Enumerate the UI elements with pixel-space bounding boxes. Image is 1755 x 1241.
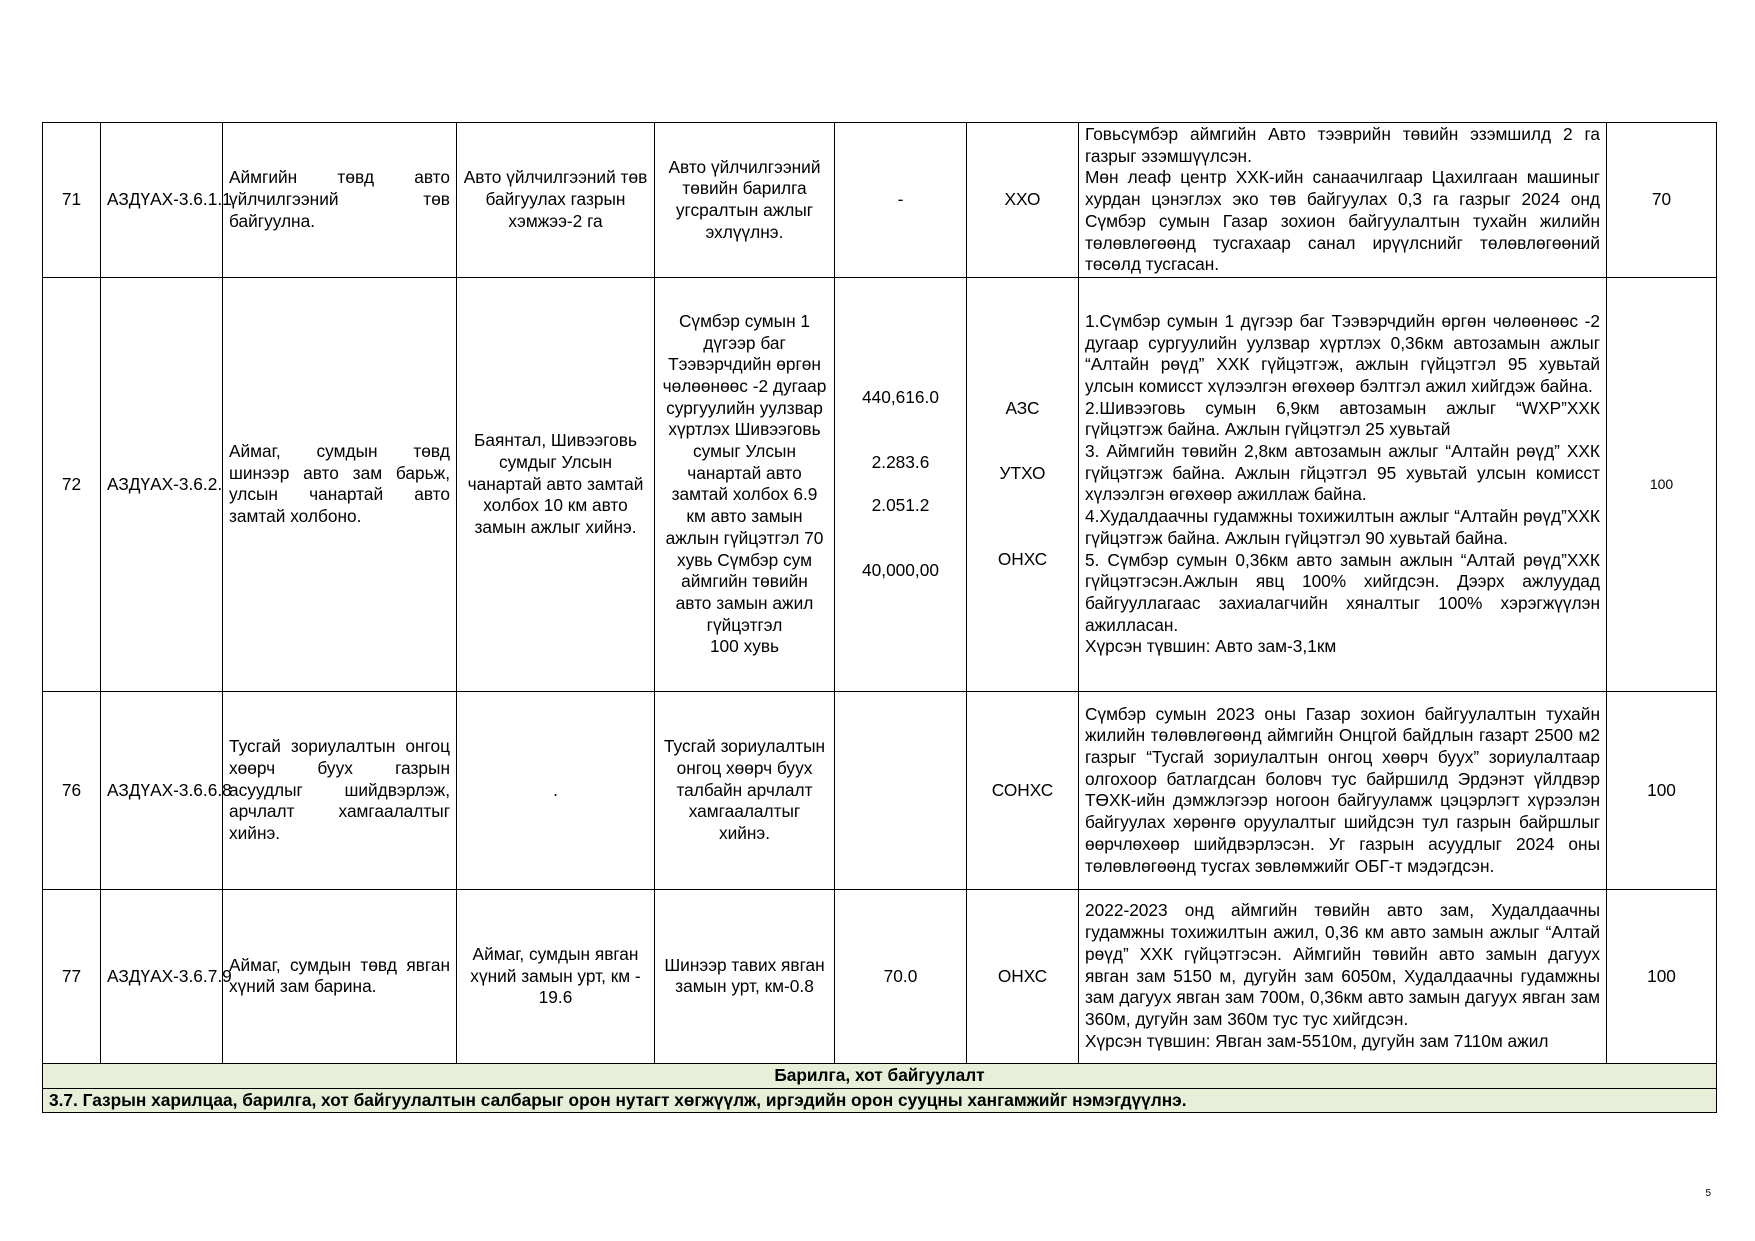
row-number: 76: [43, 691, 101, 889]
row-responsible: [967, 277, 1079, 691]
section-title: Барилга, хот байгуулалт: [43, 1063, 1717, 1088]
row-objective: Аймаг, сумдын төвд явган хүний зам барина.: [223, 889, 457, 1063]
budget-value: 2.051.2: [871, 495, 930, 516]
row-action: Сүмбэр сумын 1 дүгээр баг Тээвэрчдийн өргөн чөлөөнөөс -2 дугаар сургуулийн уулзвар хүртлэх Шивээговь сумыг Улсын чанартай авто замтай холбох 6.9 км авто замын ажлын гүйцэтгэл 70 хувь Сүмбэр сум аймгийн төвийн авто замын ажил гүйцэтгэл 100 хувь: [655, 277, 835, 691]
row-report: 2022-2023 онд аймгийн төвийн авто зам, Худалдаачны гудамжны тохижилтын ажил, 0,36 км авто замын ажлыг “Алтай рөүд” ХХК гүйцэтгэсэн. Аймгийн төвийн авто замын дагуух явган зам 5150 м, дугуйн зам 6050м, Худалдаачны гудамжны зам дагуух явган зам 700м, 0,36км авто замын дагуух явган зам 360м, дугуйн зам 360м тус тус хийгдсэн. Хүрсэн түвшин: Явган зам-5510м, дугуйн зам 7110м ажил: [1079, 889, 1607, 1063]
table-row: [43, 889, 1717, 1063]
row-code: АЗДҮАХ-3.6.6.8: [101, 691, 223, 889]
row-number: 72: [43, 277, 101, 691]
row-indicator: Авто үйлчилгээний төв байгуулах газрын хэмжээ-2 га: [457, 123, 655, 278]
row-score: 100: [1607, 277, 1717, 691]
row-budget: [835, 277, 967, 691]
row-indicator: Аймаг, сумдын явган хүний замын урт, км - 19.6: [457, 889, 655, 1063]
page-number: 5: [1705, 1188, 1711, 1199]
table-row: [43, 691, 1717, 889]
table-row: [43, 277, 1717, 691]
section-row: [43, 1063, 1717, 1088]
row-report: Говьсүмбэр аймгийн Авто тээврийн төвийн эзэмшилд 2 га газрыг эзэмшүүлсэн. Мөн леаф центр ХХК-ийн санаачилгаар Цахилгаан машиныг хурдан цэнэглэх эко төв байгуулах 0,3 га газрыг 2024 онд Сүмбэр сумын Газар зохион байгуулалтын тухайн жилийн төлөвлөгөөнд тусгахаар санал ирүүлснийг төлөвлөгөөний төсөлд тусгасан.: [1079, 123, 1607, 278]
document-table: [42, 122, 1717, 1113]
row-number: 71: [43, 123, 101, 278]
row-code: АЗДҮАХ-3.6.7.9: [101, 889, 223, 1063]
responsible-unit: ОНХС: [997, 549, 1048, 570]
row-budget: [835, 123, 967, 278]
responsible-unit: СОНХС: [991, 779, 1054, 800]
goal-row: [43, 1088, 1717, 1113]
goal-text: 3.7. Газрын харилцаа, барилга, хот байгуулалтын салбарыг орон нутагт хөгжүүлж, иргэдийн орон сууцны хангамжийг нэмэгдүүлнэ.: [43, 1088, 1717, 1113]
budget-value: 2.283.6: [871, 451, 930, 472]
row-action: Тусгай зориулалтын онгоц хөөрч буух талбайн арчлалт хамгаалалтыг хийнэ.: [655, 691, 835, 889]
row-budget: [835, 889, 967, 1063]
row-score: 100: [1607, 889, 1717, 1063]
row-score: 100: [1607, 691, 1717, 889]
row-indicator: .: [457, 691, 655, 889]
row-score: 70: [1607, 123, 1717, 278]
row-budget: [835, 691, 967, 889]
budget-value: 70.0: [883, 965, 918, 986]
row-indicator: Баянтал, Шивээговь сумдыг Улсын чанартай авто замтай холбох 10 км авто замын ажлыг хийнэ.: [457, 277, 655, 691]
row-objective: Аймгийн төвд авто үйлчилгээний төв байгуулна.: [223, 123, 457, 278]
row-responsible: [967, 123, 1079, 278]
row-objective: Аймаг, сумдын төвд шинээр авто зам барьж, улсын чанартай авто замтай холбоно.: [223, 277, 457, 691]
responsible-unit: ОНХС: [997, 965, 1048, 986]
row-code: АЗДҮАХ-3.6.2.: [101, 277, 223, 691]
row-code: АЗДҮАХ-3.6.1.1: [101, 123, 223, 278]
budget-value: 440,616.0: [862, 387, 939, 408]
budget-value: 40,000,00: [862, 560, 939, 581]
row-objective: Тусгай зориулалтын онгоц хөөрч буух газрын асуудлыг шийдвэрлэж, арчлалт хамгаалалтыг хийнэ.: [223, 691, 457, 889]
table-row: [43, 123, 1717, 278]
responsible-unit: ХХО: [1004, 189, 1041, 210]
row-responsible: [967, 889, 1079, 1063]
responsible-unit: УТХО: [999, 462, 1046, 483]
row-number: 77: [43, 889, 101, 1063]
row-report: Сүмбэр сумын 2023 оны Газар зохион байгуулалтын тухайн жилийн төлөвлөгөөнд аймгийн Онцгой байдлын газарт 2500 м2 газрыг “Тусгай зориулалтын онгоц хөөрч буух” зориулалтаар олгохоор батлагдсан боловч тус байршилд Эрдэнэт үйлдвэр ТӨХК-ийн дэмжлэгээр ногоон байгууламж цэцэрлэгт хүрээлэн байгуулах хөрөнгө оруулалтыг шийдсэн тул газрын байршлыг өөрчлөхөөр шийдвэрлэсэн. Уг газрын асуудлыг 2024 оны төлөвлөгөөнд тусгах зөвлөмжийг ОБГ-т мэдэгдсэн.: [1079, 691, 1607, 889]
row-action: Авто үйлчилгээний төвийн барилга угсралтын ажлыг эхлүүлнэ.: [655, 123, 835, 278]
responsible-unit: АЗС: [1005, 397, 1040, 418]
row-report: 1.Сүмбэр сумын 1 дүгээр баг Тээвэрчдийн өргөн чөлөөнөөс -2 дугаар сургуулийн уулзвар хүртлэх 0,36км автозамын ажлыг “Алтайн рөүд” ХХК гүйцэтгэж, ажлын гүйцэтгэл 95 хувьтай улсын комисст хүлээлгэн өгөхөөр бэлтгэл ажил хийгдэж байна. 2.Шивээговь сумын 6,9км автозамын ажлыг “WXP”ХХК гүйцэтгэж байна. Ажлын гүйцэтгэл 25 хувьтай 3. Аймгийн төвийн 2,8км автозамын ажлыг “Алтайн рөүд” ХХК гүйцэтгэж байна. Ажлын гйцэтгэл 95 хувьтай улсын комисст хүлээлгэн өгөхөөр ажиллаж байна. 4.Худалдаачны гудамжны тохижилтын ажлыг “Алтайн рөүд”ХХК гүйцэтгэж байна. Ажлын гүйцэтгэл 90 хувьтай байна. 5. Сүмбэр сумын 0,36км авто замын ажлын “Алтай рөүд”ХХК гүйцэтгэсэн.Ажлын явц 100% хийгдсэн. Дээрх ажлуудад байгууллагаас захиалагчийн хяналтыг 100% хэрэгжүүлэн ажилласан. Хүрсэн түвшин: Авто зам-3,1км: [1079, 277, 1607, 691]
row-action: Шинээр тавих явган замын урт, км-0.8: [655, 889, 835, 1063]
row-responsible: [967, 691, 1079, 889]
budget-value: -: [897, 189, 904, 210]
